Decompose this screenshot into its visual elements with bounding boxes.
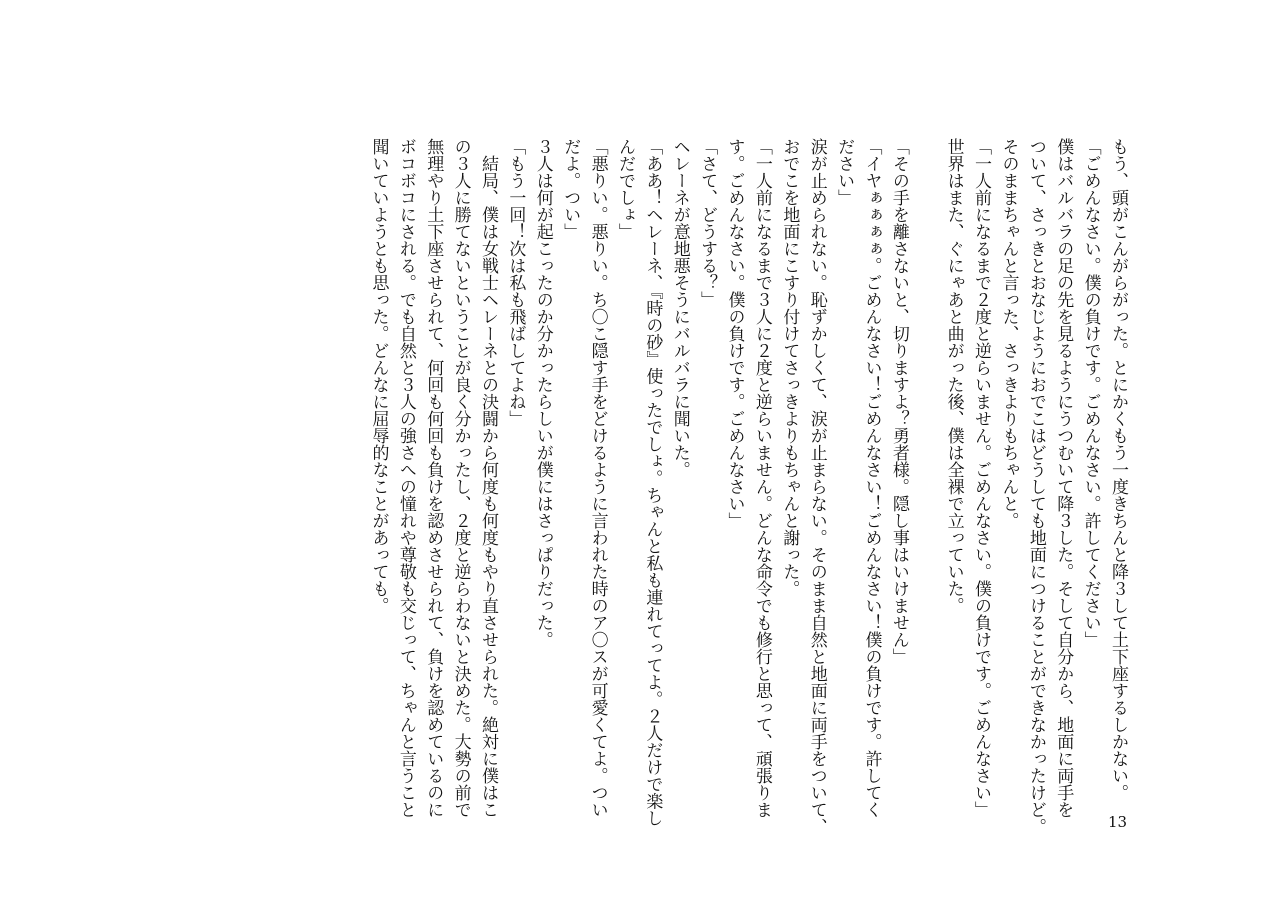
text-line: 聞いていようとも思った。どんなに屈辱的なことがあっても。 [368,138,389,614]
text-line: 「ごめんなさい。僕の負けです。ごめんなさい。許してください」 [1080,138,1101,648]
blank-line [912,138,939,139]
text-line: の３人に勝てないということが良く分かったし、２度と逆らわないと決めた。大勢の前で [450,138,471,818]
text-line: 「さて、どうする？」 [697,138,718,308]
text-line: す。ごめんなさい。僕の負けです。ごめんなさい」 [724,138,745,529]
text-line: 「一人前になるまで２度と逆らいません。ごめんなさい。僕の負けです。ごめんなさい」 [971,138,992,818]
text-line: 涙が止められない。恥ずかしくて、涙が止まらない。そのまま自然と地面に両手をついて、 [806,138,827,835]
page-number: 13 [1108,813,1128,831]
text-line: ついて、さっきとおなじようにおでこはどうしても地面につけることができなかったけど。 [1025,138,1046,835]
text-line: 「イヤぁぁぁぁ。ごめんなさい！ごめんなさい！ごめんなさい！僕の負けです。許してく [861,138,882,818]
text-line: 無理やり土下座させられて、何回も何回も負けを認めさせられて、負けを認めているのに [423,138,444,818]
text-line: 「ああ！ヘレーネ、『時の砂』使ったでしょ。ちゃんと私も連れてってよ。２人だけで楽し [642,138,663,827]
text-line: おでこを地面にこすり付けてさっきよりもちゃんと謝った。 [779,138,800,597]
text-line: 僕はバルバラの足の先を見るようにうつむいて降３した。そして自分から、地面に両手を [1053,138,1074,818]
text-line: 「もう一回！次は私も飛ばしてよね」 [505,138,526,427]
text-line: ヘレーネが意地悪そうにバルバラに聞いた。 [669,138,690,478]
text-line: んだでしょ」 [614,138,635,240]
text-line: 結局、僕は女戦士ヘレーネとの決闘から何度も何度もやり直させられた。絶対に僕はこ [478,138,499,818]
text-line: 世界はまた、ぐにゃあと曲がった後、僕は全裸で立っていた。 [943,138,964,614]
text-line: 「その手を離さないと、切りますよ？勇者様。隠し事はいけません」 [888,138,909,665]
text-line: 「一人前になるまで３人に２度と逆らいません。どんな命令でも修行と思って、頑張りま [751,138,772,818]
text-line: ボコボコにされる。でも自然と３人の強さへの憧れや尊敬も交じって、ちゃんと言うこと [395,138,416,818]
text-line: そのままちゃんと言った、さっきよりもちゃんと。 [998,138,1019,529]
text-line: 「悪りい。悪りい。ち〇こ隠す手をどけるように言われた時のア〇スが可愛くてよ。つい [587,138,608,818]
body-text [364,138,1131,835]
text-line: ださい」 [834,138,855,206]
text-line: もう、頭がこんがらがった。とにかくもう一度きちんと降３して土下座するしかない。 [1108,138,1128,801]
text-line: ３人は何が起こったのか分かったらしいが僕にはさっぱりだった。 [532,138,553,648]
text-line: だよ。つい」 [560,138,581,240]
